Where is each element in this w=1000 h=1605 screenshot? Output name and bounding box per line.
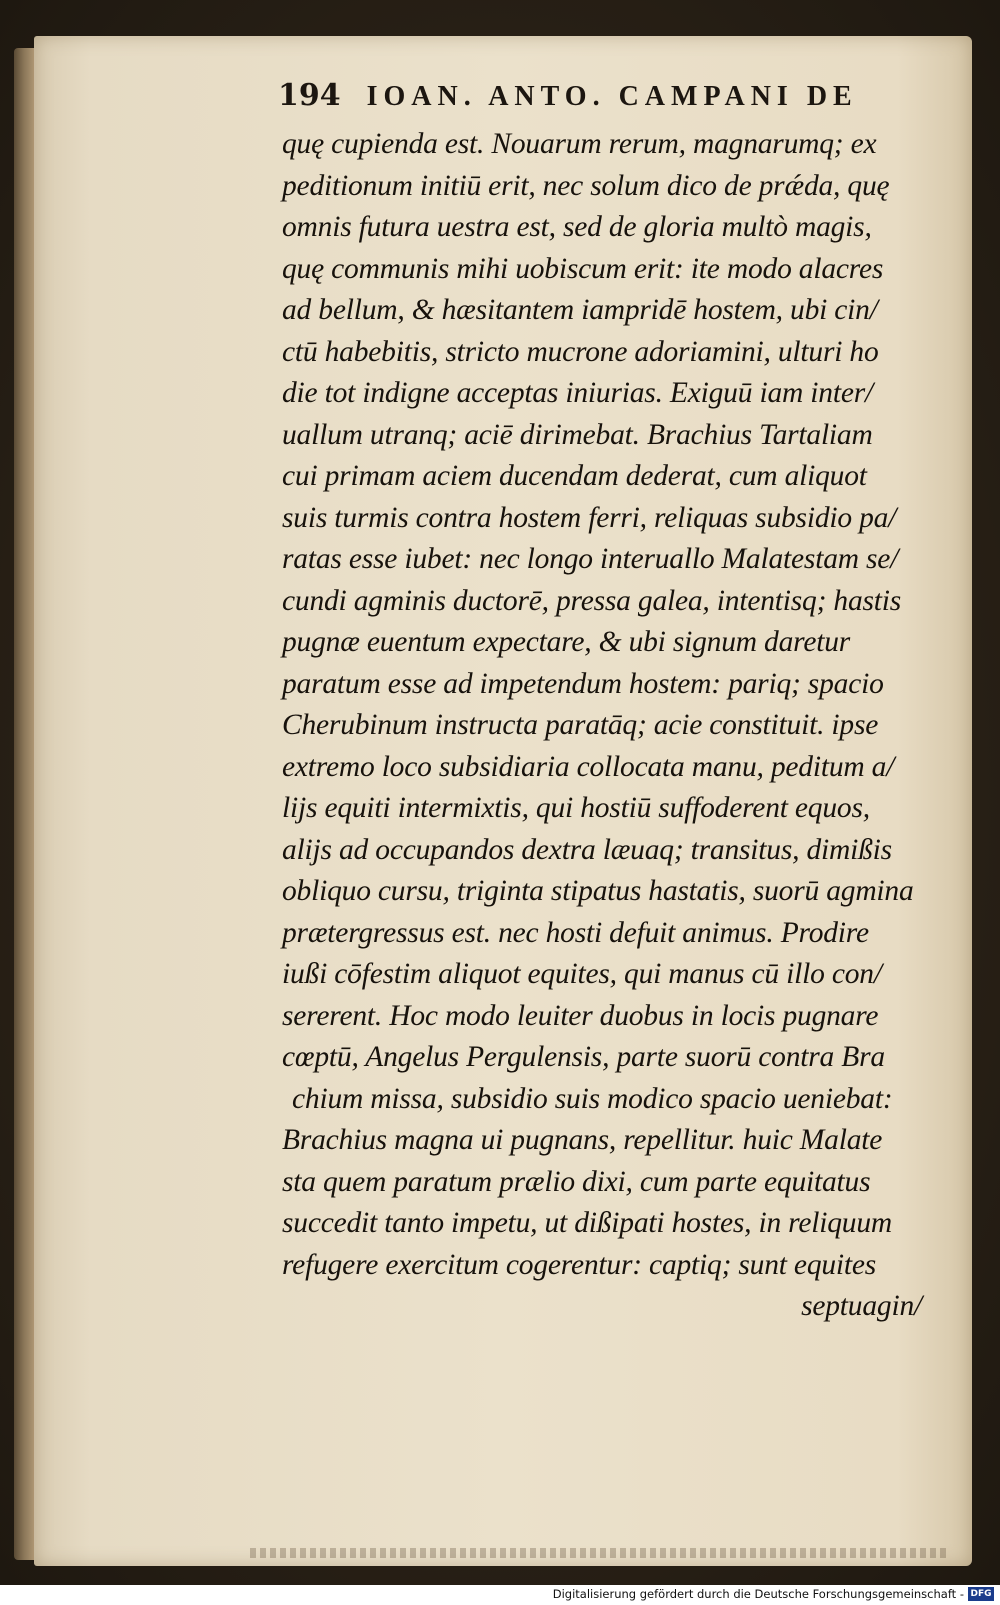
running-head-title: IOAN. ANTO. CAMPANI DE [366, 81, 858, 112]
text-line: die tot indigne acceptas iniurias. Exiguū iam inter/ [282, 377, 873, 409]
text-line: succedit tanto impetu, ut dißipati hostes, in reliquum [282, 1207, 893, 1239]
text-line: alijs ad occupandos dextra læuaq; transitus, dimißis [282, 833, 892, 866]
text-line: quę cupienda est. Nouarum rerum, magnarumq; ex [282, 128, 877, 160]
text-line: ctū habebitis, stricto mucrone adoriamini, ulturi ho [282, 335, 879, 368]
text-line: obliquo cursu, triginta stipatus hastatis, suorū agmina [282, 875, 914, 907]
text-line: ratas esse iubet: nec longo interuallo Malatestam se/ [282, 543, 899, 575]
footer-credit-text: Digitalisierung gefördert durch die Deutsche Forschungsgemeinschaft - [552, 1587, 964, 1601]
text-line: Cherubinum instructa paratāq; acie constituit. ipse [282, 709, 879, 741]
text-line: refugere exercitum cogerentur: captiq; sunt equites [282, 1248, 877, 1281]
page-number: 194 [278, 78, 341, 113]
text-line: ad bellum, & hæsitantem iampridē hostem, ubi cin/ [282, 294, 878, 326]
text-line: paratum esse ad impetendum hostem: pariq; spacio [282, 667, 884, 700]
text-line: sta quem paratum prælio dixi, cum parte equitatus [282, 1165, 871, 1198]
text-line: uallum utranq; aciē dirimebat. Brachius Tartaliam [282, 418, 873, 451]
bleed-through-print [250, 1548, 950, 1558]
text-line: cui primam aciem ducendam dederat, cum aliquot [282, 460, 867, 492]
text-line: cœptū, Angelus Pergulensis, parte suorū contra Bra [282, 1041, 885, 1073]
text-line: prætergressus est. nec hosti defuit animus. Prodire [282, 916, 869, 949]
catchword-line: septuagin/ [801, 1290, 922, 1322]
text-block [282, 124, 922, 1328]
text-line: cundi agminis ductorē, pressa galea, intentisq; hastis [282, 584, 902, 617]
text-line: quę communis mihi uobiscum erit: ite modo alacres [282, 252, 884, 285]
text-line: lijs equiti intermixtis, qui hostiū suffoderent equos, [282, 792, 870, 824]
dfg-logo-icon: DFG [968, 1587, 994, 1601]
book-spine-edge [14, 48, 36, 1560]
text-line: chium missa, subsidio suis modico spacio ueniebat: [292, 1082, 893, 1115]
running-head [278, 78, 878, 122]
text-line: pugnæ euentum expectare, & ubi signum daretur [282, 626, 851, 658]
text-line: sererent. Hoc modo leuiter duobus in locis pugnare [282, 999, 879, 1032]
text-line: iußi cōfestim aliquot equites, qui manus cū illo con/ [282, 958, 882, 990]
digitization-footer [0, 1585, 1000, 1605]
text-line: peditionum initiū erit, nec solum dico de prǽda, quę [282, 169, 890, 202]
text-line: Brachius magna ui pugnans, repellitur. huic Malate [282, 1124, 883, 1156]
text-line: suis turmis contra hostem ferri, reliquas subsidio pa/ [282, 501, 897, 534]
text-line: extremo loco subsidiaria collocata manu, peditum a/ [282, 750, 895, 783]
text-line: omnis futura uestra est, sed de gloria multò magis, [282, 211, 872, 243]
